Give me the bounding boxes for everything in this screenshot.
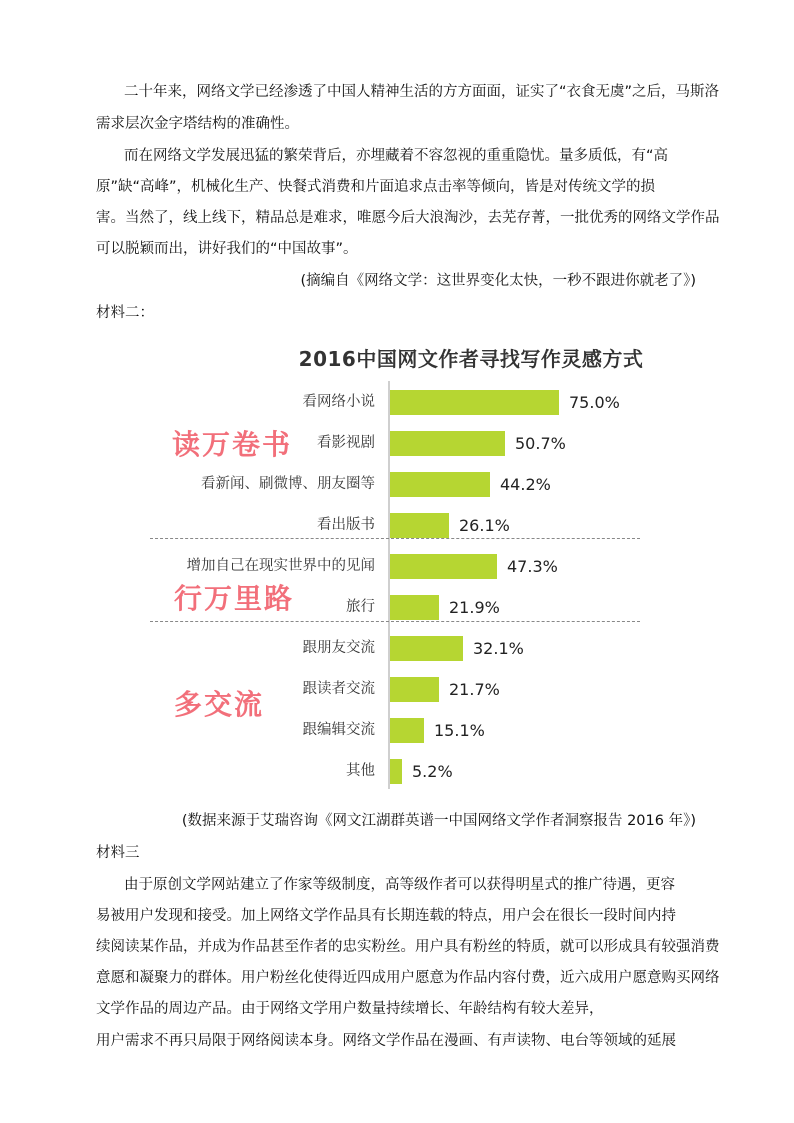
group-divider xyxy=(150,621,640,622)
group-label: 多交流 xyxy=(174,688,265,721)
category-label: 看新闻、刷微博、朋友圈等 xyxy=(201,476,375,492)
paragraph1-line-2: 需求层次金字塔结构的准确性。 xyxy=(96,116,299,132)
bar-value-label: 50.7% xyxy=(515,434,566,453)
paragraph2-line-3: 害。当然了，线上线下，精品总是难求，唯愿今后大浪淘沙，去芜存菁，一批优秀的网络文学作品 xyxy=(96,210,720,226)
paragraph1-line-1: 二十年来，网络文学已经渗透了中国人精神生活的方方面面，证实了“衣食无虞”之后，马斯洛 xyxy=(124,84,720,100)
paragraph2-line-2: 原”缺“高峰”，机械化生产、快餐式消费和片面追求点击率等倾向，皆是对传统文学的损 xyxy=(96,179,656,195)
bar-value-label: 21.9% xyxy=(449,598,500,617)
category-label: 增加自己在现实世界中的见闻 xyxy=(186,558,375,574)
bar-value-label: 44.2% xyxy=(500,475,551,494)
paragraph3-line-5: 文学作品的周边产品。由于网络文学用户数量持续增长、年龄结构有较大差异， xyxy=(96,1001,604,1017)
category-label: 看影视剧 xyxy=(317,435,375,451)
category-label: 其他 xyxy=(346,763,375,779)
bar-value-label: 26.1% xyxy=(459,516,510,535)
source-citation-2: (数据来源于艾瑞咨询《网文江湖群英谱一中国网络文学作者洞察报告 2016 年》) xyxy=(181,813,696,829)
category-label: 跟读者交流 xyxy=(302,681,375,697)
inspiration-bar-chart xyxy=(150,333,650,793)
bar xyxy=(390,595,439,620)
bar-value-label: 15.1% xyxy=(434,721,485,740)
group-label: 行万里路 xyxy=(174,582,295,615)
bar xyxy=(390,431,505,456)
paragraph2-line-4: 可以脱颖而出，讲好我们的“中国故事”。 xyxy=(96,241,358,257)
paragraph3-line-6: 用户需求不再只局限于网络阅读本身。网络文学作品在漫画、有声读物、电台等领域的延展 xyxy=(96,1033,676,1049)
group-label: 读万卷书 xyxy=(172,428,293,461)
group-divider xyxy=(150,538,640,539)
bar xyxy=(390,513,449,538)
bar-value-label: 32.1% xyxy=(473,639,524,658)
bar xyxy=(390,472,490,497)
chart-title: 2016中国网文作者寻找写作灵感方式 xyxy=(298,347,644,371)
category-label: 看出版书 xyxy=(317,517,375,533)
category-label: 旅行 xyxy=(346,599,375,615)
paragraph3-line-1: 由于原创文学网站建立了作家等级制度，高等级作者可以获得明星式的推广待遇，更容 xyxy=(124,877,675,893)
bar xyxy=(390,718,424,743)
bar-value-label: 5.2% xyxy=(412,762,453,781)
bar xyxy=(390,390,559,415)
bar-value-label: 75.0% xyxy=(569,393,620,412)
source-citation-1: (摘编自《网络文学：这世界变化太快，一秒不跟进你就老了》) xyxy=(300,273,696,289)
category-label: 看网络小说 xyxy=(302,394,375,410)
paragraph2-line-1: 而在网络文学发展迅猛的繁荣背后，亦埋藏着不容忽视的重重隐忧。量多质低，有“高 xyxy=(124,148,669,164)
bar-value-label: 21.7% xyxy=(449,680,500,699)
material3-label: 材料三 xyxy=(96,845,140,861)
bar xyxy=(390,636,463,661)
bar-value-label: 47.3% xyxy=(507,557,558,576)
paragraph3-line-2: 易被用户发现和接受。加上网络文学作品具有长期连载的特点，用户会在很长一段时间内持 xyxy=(96,908,676,924)
bar xyxy=(390,554,497,579)
category-label: 跟朋友交流 xyxy=(302,640,375,656)
bar xyxy=(390,677,439,702)
bar xyxy=(390,759,402,784)
material2-label: 材料二： xyxy=(96,305,154,321)
paragraph3-line-3: 续阅读某作品，并成为作品甚至作者的忠实粉丝。用户具有粉丝的特质，就可以形成具有较强消费 xyxy=(96,939,720,955)
category-label: 跟编辑交流 xyxy=(302,722,375,738)
paragraph3-line-4: 意愿和凝聚力的群体。用户粉丝化使得近四成用户愿意为作品内容付费，近六成用户愿意购买网络 xyxy=(96,970,720,986)
